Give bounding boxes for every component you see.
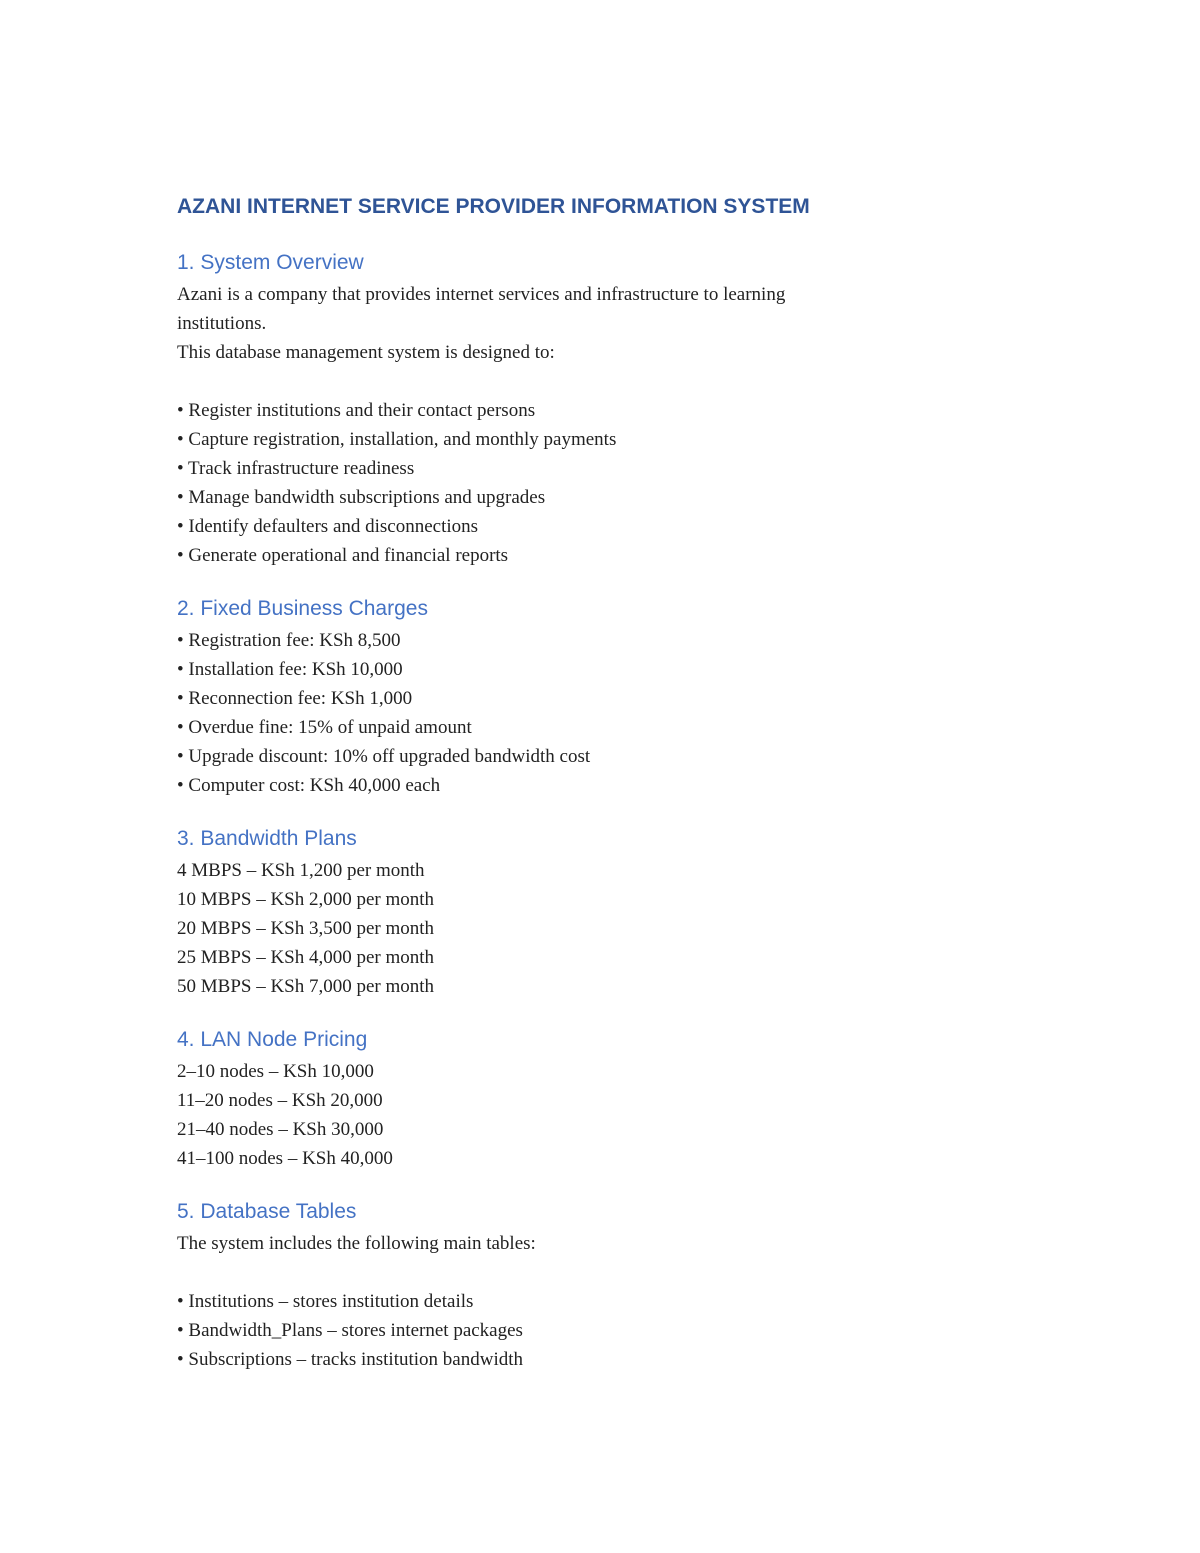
list-item: • Overdue fine: 15% of unpaid amount (177, 717, 472, 738)
list-item: • Registration fee: KSh 8,500 (177, 630, 401, 651)
document-title: AZANI INTERNET SERVICE PROVIDER INFORMATION SYSTEM (177, 195, 810, 218)
pricing-tier-line: 21–40 nodes – KSh 30,000 (177, 1119, 384, 1140)
document-body (177, 192, 1037, 1398)
list-item: • Track infrastructure readiness (177, 458, 415, 479)
list-item: • Generate operational and financial reports (177, 545, 509, 566)
paragraph-line: The system includes the following main tables: (177, 1233, 536, 1254)
list-item: • Computer cost: KSh 40,000 each (177, 775, 441, 796)
list-item: • Manage bandwidth subscriptions and upgrades (177, 487, 546, 508)
paragraph-line: This database management system is designed to: (177, 342, 555, 363)
paragraph-line: institutions. (177, 313, 267, 334)
plan-line: 4 MBPS – KSh 1,200 per month (177, 860, 425, 881)
list-item: • Register institutions and their contact persons (177, 400, 536, 421)
list-item: • Reconnection fee: KSh 1,000 (177, 688, 413, 709)
plan-line: 25 MBPS – KSh 4,000 per month (177, 947, 435, 968)
pricing-tier-line: 2–10 nodes – KSh 10,000 (177, 1061, 374, 1082)
section-heading: 5. Database Tables (177, 1200, 357, 1223)
section-fixed-business-charges (177, 594, 1037, 800)
section-heading: 1. System Overview (177, 251, 364, 274)
section-lan-node-pricing (177, 1025, 1037, 1173)
list-item: • Subscriptions – tracks institution bandwidth (177, 1349, 523, 1370)
plan-line: 10 MBPS – KSh 2,000 per month (177, 889, 435, 910)
list-item: • Capture registration, installation, and monthly payments (177, 429, 617, 450)
section-database-tables (177, 1197, 1037, 1374)
blank-line (177, 367, 1037, 396)
section-heading: 4. LAN Node Pricing (177, 1028, 368, 1051)
list-item: • Upgrade discount: 10% off upgraded bandwidth cost (177, 746, 591, 767)
section-heading: 2. Fixed Business Charges (177, 597, 428, 620)
plan-line: 20 MBPS – KSh 3,500 per month (177, 918, 435, 939)
section-system-overview (177, 248, 1037, 570)
plan-line: 50 MBPS – KSh 7,000 per month (177, 976, 435, 997)
blank-line (177, 1258, 1037, 1287)
list-item: • Institutions – stores institution details (177, 1291, 474, 1312)
section-heading: 3. Bandwidth Plans (177, 827, 357, 850)
paragraph-line: Azani is a company that provides internet services and infrastructure to learning (177, 284, 786, 305)
section-bandwidth-plans (177, 824, 1037, 1001)
pricing-tier-line: 41–100 nodes – KSh 40,000 (177, 1148, 393, 1169)
pricing-tier-line: 11–20 nodes – KSh 20,000 (177, 1090, 383, 1111)
list-item: • Installation fee: KSh 10,000 (177, 659, 403, 680)
list-item: • Bandwidth_Plans – stores internet packages (177, 1320, 523, 1341)
list-item: • Identify defaulters and disconnections (177, 516, 479, 537)
